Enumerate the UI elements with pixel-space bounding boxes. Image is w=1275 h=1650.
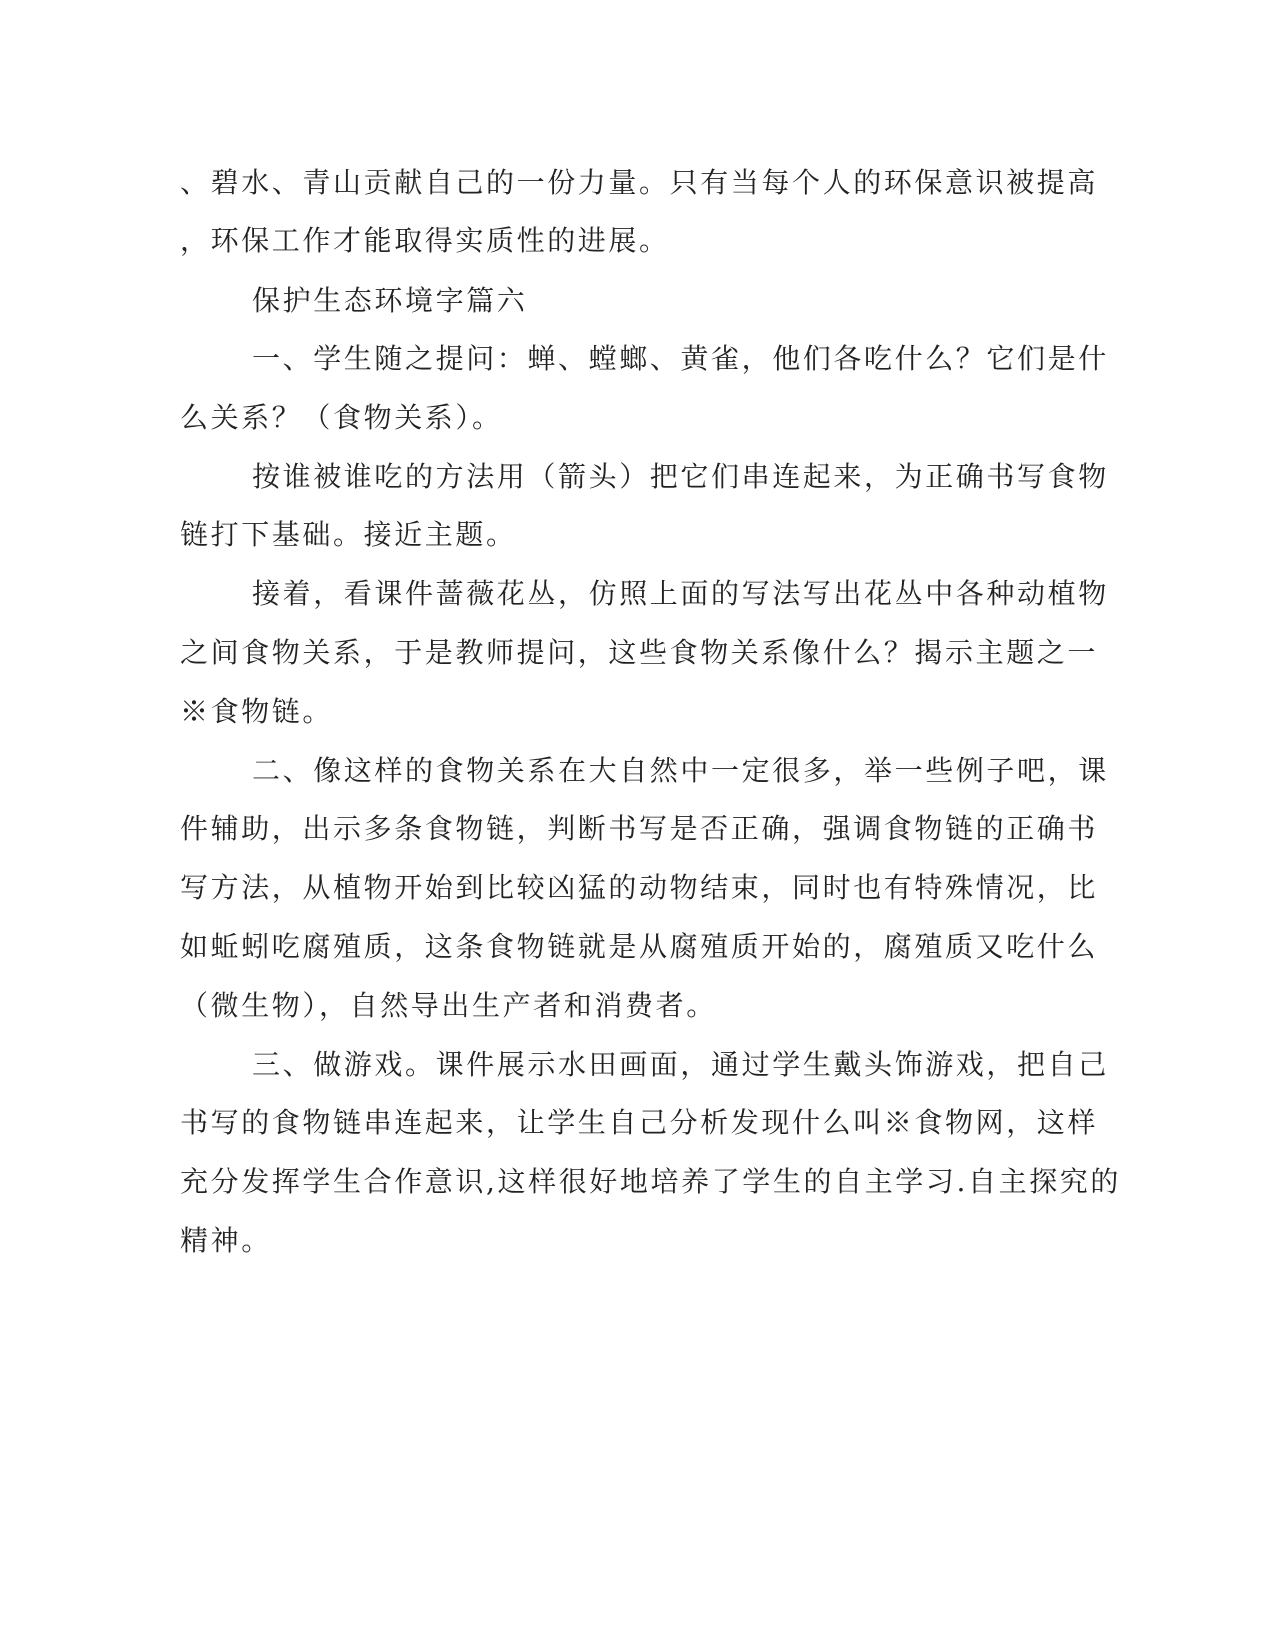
section-heading: 保护生态环境字篇六 [252, 284, 528, 317]
text-line-16: 三、做游戏。课件展示水田画面，通过学生戴头饰游戏，把自己 [252, 1048, 1109, 1081]
text-line-1: 、碧水、青山贡献自己的一份力量。只有当每个人的环保意识被提高 [180, 166, 1099, 199]
text-line-8: 接着，看课件蔷薇花丛，仿照上面的写法写出花丛中各种动植物 [252, 577, 1109, 610]
text-line-11: 二、像这样的食物关系在大自然中一定很多，举一些例子吧，课 [252, 754, 1109, 787]
text-line-7: 链打下基础。接近主题。 [180, 518, 517, 551]
text-line-14: 如蚯蚓吃腐殖质，这条食物链就是从腐殖质开始的，腐殖质又吃什么 [180, 930, 1099, 963]
text-line-10: ※食物链。 [180, 695, 334, 728]
text-line-4: 一、学生随之提问：蝉、螳螂、黄雀，他们各吃什么？它们是什 [252, 342, 1109, 375]
text-line-19: 精神。 [180, 1224, 272, 1257]
text-line-6: 按谁被谁吃的方法用（箭头）把它们串连起来，为正确书写食物 [252, 460, 1109, 493]
text-line-5: 么关系？（食物关系）。 [180, 401, 503, 434]
text-line-15: （微生物），自然导出生产者和消费者。 [180, 989, 717, 1022]
text-line-17: 书写的食物链串连起来，让学生自己分析发现什么叫※食物网，这样 [180, 1106, 1099, 1139]
text-line-12: 件辅助，出示多条食物链，判断书写是否正确，强调食物链的正确书 [180, 812, 1099, 845]
text-line-13: 写方法，从植物开始到比较凶猛的动物结束，同时也有特殊情况，比 [180, 871, 1099, 904]
text-line-9: 之间食物关系，于是教师提问，这些食物关系像什么？揭示主题之一 [180, 636, 1099, 669]
text-line-18: 充分发挥学生合作意识,这样很好地培养了学生的自主学习.自主探究的 [180, 1165, 1122, 1198]
text-line-2: ，环保工作才能取得实质性的进展。 [180, 224, 670, 257]
